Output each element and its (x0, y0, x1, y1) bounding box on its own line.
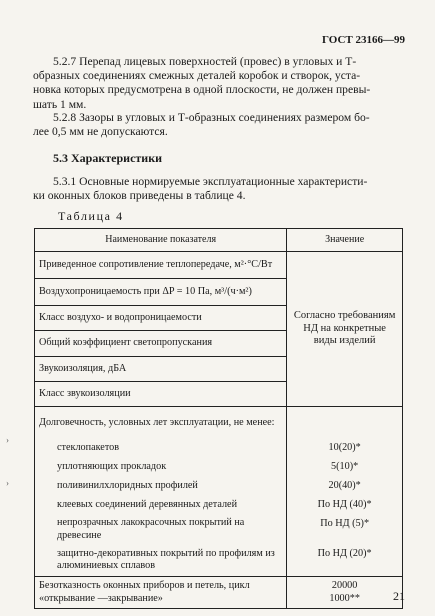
table-header-row (35, 229, 403, 252)
paragraph-5-2-8: 5.2.8 Зазоры в угловых и Т-образных соединениях размером бо- лее 0,5 мм не допускаются. (33, 111, 370, 139)
characteristics-table (34, 228, 403, 609)
reliability-row: Безотказность оконных приборов и петель, цикл «открывание —закрывание» 20000 1000** (35, 577, 403, 609)
page-number: 21 (393, 589, 405, 603)
document-code: ГОСТ 23166—99 (322, 34, 405, 46)
durability-item-row: защитно-декоративных покрытий по профилям из алюминиевых сплавов По НД (20)* (35, 545, 403, 577)
margin-mark: › (6, 435, 9, 445)
paragraph-5-2-7: 5.2.7 Перепад лицевых поверхностей (провес) в угловых и Т- образных соединениях смежных деталей коробок и створок, уста- новка которых предусмотрена в одной плоскости, не должен превы- шать 1 мм. (33, 55, 371, 111)
durability-item-row: стеклопакетов 10(20)* (35, 439, 403, 458)
column-header-value: Значение (287, 229, 403, 252)
table-caption: Таблица 4 (58, 209, 124, 223)
paragraph-5-3-1: 5.3.1 Основные нормируемые эксплуатационные характеристи- ки оконных блоков приведены в таблице 4. (33, 175, 368, 203)
table-row: Класс звукоизоляции (35, 382, 403, 407)
column-header-indicator: Наименование показателя (35, 229, 287, 252)
table-row: Воздухопроницаемость при ΔP = 10 Па, м³/(ч·м²) (35, 279, 403, 306)
table-row: Класс воздухо- и водопроницаемости (35, 306, 403, 331)
durability-item-row: непрозрачных лакокрасочных покрытий на древесине По НД (5)* (35, 515, 403, 545)
durability-item-row: поливинилхлоридных профилей 20(40)* (35, 477, 403, 496)
section-heading: 5.3 Характеристики (53, 151, 163, 165)
margin-mark: › (6, 478, 9, 488)
table-row: Приведенное сопротивление теплопередаче, м²·°С/Вт Согласно требованиям НД на конкретные виды изделий (35, 252, 403, 279)
merged-value-cell: Согласно требованиям НД на конкретные виды изделий (287, 252, 403, 407)
table-row: Звукоизоляция, дБА (35, 357, 403, 382)
durability-item-row: клеевых соединений деревянных деталей По НД (40)* (35, 496, 403, 515)
durability-header-row: Долговечность, условных лет эксплуатации, не менее: (35, 407, 403, 439)
durability-item-row: уплотняющих прокладок 5(10)* (35, 458, 403, 477)
table-row: Общий коэффициент светопропускания (35, 331, 403, 357)
